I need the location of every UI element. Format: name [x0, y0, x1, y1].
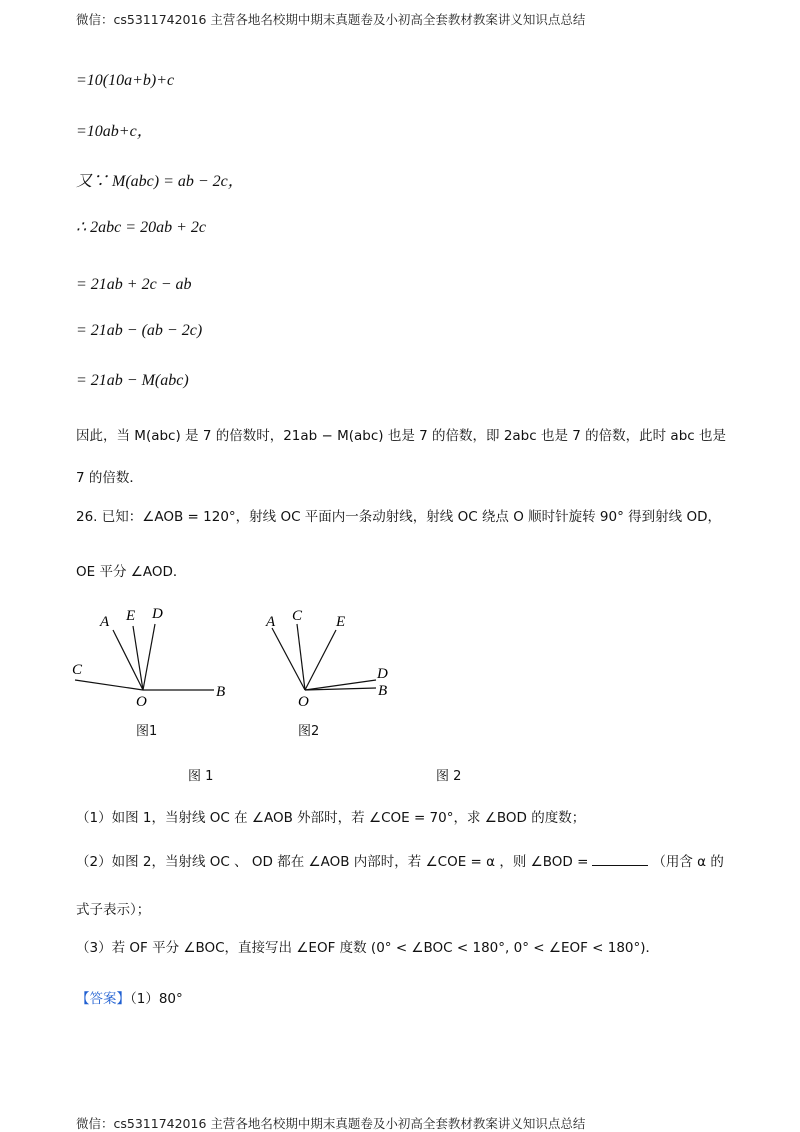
- figure-1-caption: 图 1: [188, 769, 214, 784]
- question-3: （3）若 OF 平分 ∠BOC，直接写出 ∠EOF 度数 (0° < ∠BOC < 180°, 0° < ∠EOF < 180°)．: [76, 940, 660, 956]
- label-d: D: [377, 666, 388, 682]
- question-2-text: （2）如图 2，当射线 OC 、 OD 都在 ∠AOB 内部时，若 ∠COE = α ，则 ∠BOD =: [76, 854, 589, 870]
- label-a: A: [100, 614, 110, 630]
- derivation-step: = 21ab − (ab − 2c): [76, 322, 203, 339]
- derivation-step: =10(10a+b)+c: [76, 72, 175, 89]
- figure-2-caption: 图 2: [436, 769, 462, 784]
- conclusion-line: 因此，当 M(abc) 是 7 的倍数时，21ab − M(abc) 也是 7 的倍数，即 2abc 也是 7 的倍数，此时 abc 也是: [76, 428, 726, 444]
- label-e: E: [336, 614, 346, 630]
- ray-oc: [297, 624, 305, 690]
- question-2-continued: 式子表示）；: [76, 902, 151, 918]
- page-header: 微信：cs5311742016 主营各地名校期中期末真题卷及小初高全套教材教案讲义知识点总结: [76, 12, 586, 27]
- answer-line: [76, 987, 183, 1007]
- label-c: C: [292, 608, 303, 624]
- label-a: A: [266, 614, 276, 630]
- ray-od: [143, 624, 155, 690]
- figure-1: [60, 600, 250, 710]
- question-1: （1）如图 1，当射线 OC 在 ∠AOB 外部时，若 ∠COE = 70°，求 ∠BOD 的度数；: [76, 810, 586, 826]
- ray-oe: [305, 630, 336, 690]
- question-2-tail: （用含 α 的: [652, 854, 724, 870]
- ray-oa: [272, 628, 305, 690]
- label-c: C: [72, 662, 83, 678]
- derivation-step: 又∵ M(abc) = ab − 2c，: [76, 173, 244, 190]
- label-e: E: [126, 608, 136, 624]
- label-d: D: [152, 606, 163, 622]
- ray-oc: [75, 680, 143, 690]
- label-o: O: [298, 694, 309, 710]
- figure-2: [260, 600, 410, 710]
- answer-blank: [592, 865, 648, 866]
- page-footer: 微信：cs5311742016 主营各地名校期中期末真题卷及小初高全套教材教案讲义知识点总结: [76, 1116, 586, 1131]
- label-o: O: [136, 694, 147, 710]
- derivation-step: ∴ 2abc = 20ab + 2c: [76, 219, 206, 236]
- label-b: B: [378, 683, 388, 699]
- derivation-step: = 21ab + 2c − ab: [76, 276, 192, 293]
- answer-tag: 【答案】: [76, 991, 130, 1007]
- label-b: B: [216, 684, 226, 700]
- figure-2-caption-inline: 图2: [298, 724, 320, 739]
- derivation-step: = 21ab − M(abc): [76, 372, 189, 389]
- conclusion-line: 7 的倍数．: [76, 470, 143, 486]
- answer-text: （1）80°: [130, 991, 183, 1007]
- derivation-step: =10ab+c，: [76, 123, 153, 140]
- problem-statement: OE 平分 ∠AOD．: [76, 564, 187, 580]
- problem-statement: 26. 已知：∠AOB = 120°，射线 OC 平面内一条动射线，射线 OC 绕点 O 顺时针旋转 90° 得到射线 OD，: [76, 509, 721, 525]
- question-2: [76, 850, 724, 870]
- figure-1-caption-inline: 图1: [136, 724, 158, 739]
